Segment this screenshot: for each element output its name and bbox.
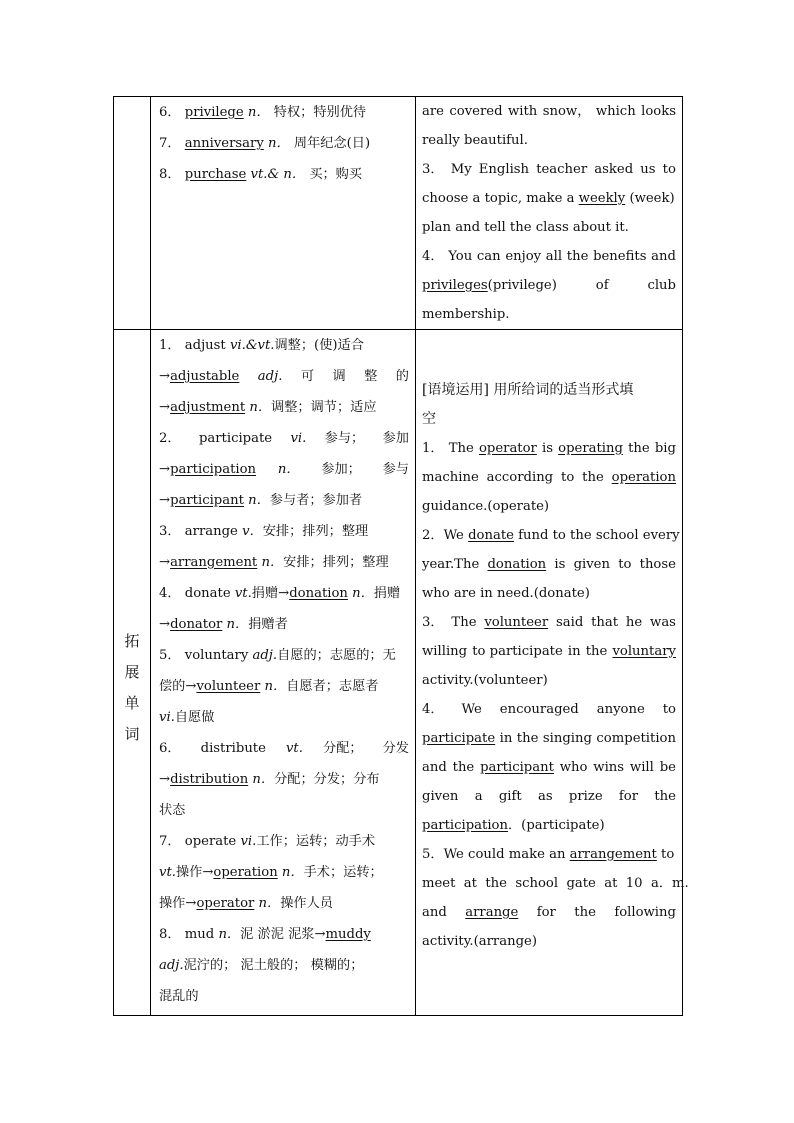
upper-exercise-cell — [416, 97, 683, 330]
word-item-8 — [151, 159, 415, 190]
answer-blank: arrange — [465, 905, 519, 920]
word-item-5-derivative: 偿的→volunteer n．自愿者；志愿者 — [159, 679, 379, 694]
word-answer: privilege — [184, 105, 244, 120]
word-item-7-derivative: vt.操作→operation n．手术；运转； — [159, 865, 383, 880]
exercise-line: are covered with snow， which looks — [422, 104, 676, 119]
answer-blank: volunteer — [484, 615, 549, 630]
word-answer: purchase — [184, 167, 247, 182]
exercise-1-line-1: 1． The operator is operating the big — [416, 434, 682, 463]
word-answer: adjustment — [170, 400, 246, 415]
exercise-4-line-1: 4． You can enjoy all the benefits and — [422, 249, 676, 264]
answer-blank: privileges — [422, 278, 488, 293]
exercise-5-line-1: 5．We could make an arrangement to — [422, 847, 675, 862]
exercise-heading: [语境运用] 用所给词的适当形式填 — [422, 382, 634, 398]
upper-sidebar-cell — [114, 97, 151, 330]
exercise-5-line-2: meet at the school gate at 10 a．m. — [422, 876, 689, 891]
answer-blank: participate — [422, 731, 496, 746]
word-answer: donator — [170, 617, 223, 632]
exercise-4-line-3: membership. — [422, 307, 510, 322]
word-answer: participant — [170, 493, 244, 508]
upper-row — [114, 97, 683, 330]
word-answer: operation — [213, 865, 278, 880]
exercise-3-line-1: 3． The volunteer said that he was — [416, 608, 682, 637]
word-answer: adjustable — [170, 369, 240, 384]
item-number: 6． — [159, 105, 181, 120]
word-meaning: 买；购买 — [309, 167, 363, 182]
answer-blank: donation — [487, 557, 547, 572]
word-item-4-derivative: →donator n．捐赠者 — [159, 617, 288, 632]
lower-exercise-cell — [416, 330, 689, 1016]
exercise-3-line-3: plan and tell the class about it. — [422, 220, 629, 235]
exercise-5-line-3: and arrange for the following — [416, 898, 682, 927]
vocabulary-table — [113, 96, 689, 1016]
word-item-8-derivative: 混乱的 — [159, 989, 199, 1004]
exercise-4-line-5: participation．(participate) — [422, 818, 605, 833]
answer-blank: weekly — [578, 191, 626, 206]
word-item-3: 3． arrange v．安排；排列；整理 — [159, 524, 369, 539]
exercise-4-line-4: given a gift as prize for the — [422, 789, 676, 804]
exercise-4-line-2: participate in the singing competition — [416, 724, 682, 753]
answer-blank: operating — [558, 441, 623, 456]
word-item-2-derivative: →participation n． 参加； 参与 — [159, 462, 409, 477]
exercise-2-line-3: who are in need.(donate) — [422, 586, 590, 601]
exercise-line: really beautiful. — [422, 133, 528, 148]
answer-blank: participant — [480, 760, 554, 775]
part-of-speech: n． — [247, 105, 270, 120]
part-of-speech: vt.& n． — [250, 167, 306, 182]
answer-blank: participation — [422, 818, 508, 833]
item-number: 7． — [159, 136, 181, 151]
word-item-1-derivative: →adjustable adj. 可 调 整 的 — [159, 369, 409, 384]
word-item-2-derivative: →participant n．参与者；参加者 — [159, 493, 363, 508]
word-item-7-derivative: 操作→operator n．操作人员 — [159, 896, 333, 911]
word-item-2: 2． participate vi. 参与； 参加 — [159, 431, 409, 446]
context-tag: [语境运用] — [422, 382, 489, 398]
word-meaning: 周年纪念(日) — [293, 136, 371, 151]
exercise-2-line-1: 2．We donate fund to the school every — [422, 528, 680, 543]
word-answer: participation — [170, 462, 257, 477]
answer-blank: voluntary — [612, 644, 676, 659]
part-of-speech: n． — [268, 136, 290, 151]
word-item-1: 1． adjust vi.&vt.调整；(使)适合 — [159, 338, 364, 353]
exercise-3-line-3: activity.(volunteer) — [422, 673, 548, 688]
exercise-2-line-2: year.The donation is given to those — [416, 550, 682, 579]
word-answer: distribution — [170, 772, 249, 787]
word-answer: anniversary — [184, 136, 264, 151]
exercise-3-line-2: willing to participate in the voluntary — [416, 637, 682, 666]
word-item-5: 5． voluntary adj.自愿的；志愿的；无 — [159, 648, 396, 663]
lower-word-list-cell — [151, 330, 416, 1016]
word-answer: muddy — [325, 927, 371, 942]
answer-blank: operation — [611, 470, 676, 485]
section-label: 拓 展 单 词 — [124, 632, 140, 743]
word-item-6: 6． distribute vt. 分配； 分发 — [159, 741, 409, 756]
word-answer: operator — [196, 896, 255, 911]
word-item-8: 8． mud n．泥 淤泥 泥浆→muddy — [159, 927, 371, 942]
exercise-5-line-4: activity.(arrange) — [422, 934, 537, 949]
answer-blank: operator — [478, 441, 537, 456]
lower-row — [114, 330, 683, 1016]
exercise-1-line-2: machine according to the operation — [416, 463, 682, 492]
word-item-6-derivative: →distribution n．分配；分发；分布 — [159, 772, 380, 787]
answer-blank: donate — [468, 528, 514, 543]
exercise-3-line-1: 3． My English teacher asked us to — [422, 162, 676, 177]
exercise-heading-cont: 空 — [422, 411, 436, 427]
word-item-8-derivative: adj.泥泞的； 泥土般的； 模糊的； — [159, 958, 364, 973]
exercise-4-line-3: and the participant who wins will be — [416, 753, 682, 782]
word-item-7 — [151, 128, 415, 159]
word-item-4: 4． donate vt.捐赠→donation n．捐赠 — [159, 586, 401, 601]
word-meaning: 特权；特别优待 — [273, 105, 367, 120]
answer-blank: arrangement — [569, 847, 657, 862]
word-answer: donation — [289, 586, 348, 601]
word-item-1-derivative: →adjustment n．调整；调节；适应 — [159, 400, 377, 415]
exercise-4-line-2: privileges(privilege) of club — [422, 278, 676, 293]
item-number: 8． — [159, 167, 181, 182]
word-item-6 — [151, 97, 415, 128]
exercise-1-line-3: guidance.(operate) — [422, 499, 550, 514]
word-item-5-derivative: vi.自愿做 — [159, 710, 215, 725]
word-item-7: 7． operate vi.工作；运转；动手术 — [159, 834, 376, 849]
word-item-6-derivative: 状态 — [159, 803, 186, 818]
exercise-4-line-1: 4． We encouraged anyone to — [422, 702, 676, 717]
word-answer: volunteer — [196, 679, 261, 694]
upper-word-list-cell — [151, 97, 416, 330]
exercise-3-line-2: choose a topic, make a weekly (week) — [422, 191, 675, 206]
word-answer: arrangement — [170, 555, 258, 570]
lower-sidebar-cell — [114, 330, 151, 1016]
word-item-3-derivative: →arrangement n．安排；排列；整理 — [159, 555, 389, 570]
